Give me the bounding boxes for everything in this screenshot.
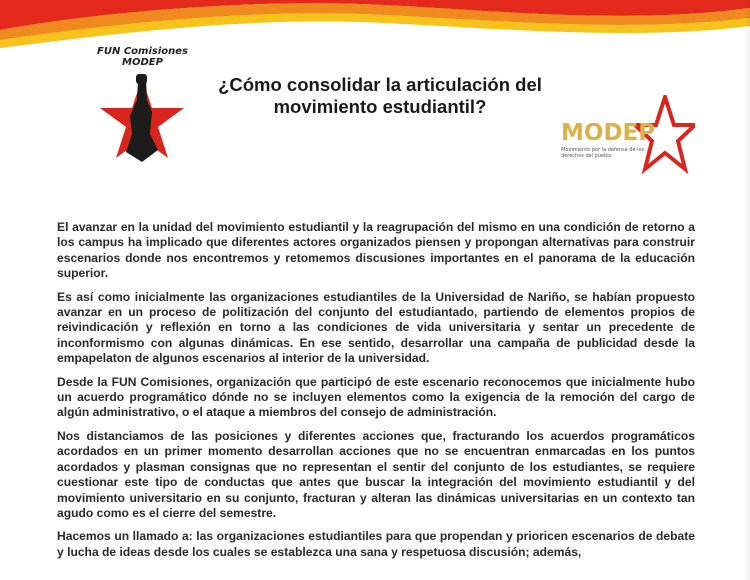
modep-logo-tagline: Movimiento por la defensa de los derechos del pueblo (561, 147, 645, 159)
modep-logo-name: MODEP (561, 120, 656, 146)
paragraph: Nos distanciamos de las posiciones y diferentes acciones que, fracturando los acuerdos programáticos acordados en un primer momento desarrollan acciones que no se encuentran enmarcadas en los puntos acordados y plasman consignas que no representan el sentir del conjunto de los estudiantes, se requiere cuestionar este tipo de conductas que antes que buscar la integración del movimiento estudiantil y del movimiento universitario en su conjunto, fracturan y alteran las dinámicas universitarias en un contexto tan agudo como es el cierre del semestre. (57, 428, 695, 520)
fun-comisiones-logo (95, 44, 190, 174)
modep-logo (555, 95, 695, 175)
paragraph: Desde la FUN Comisiones, organización que participó de este escenario reconocemos que inicialmente hubo un acuerdo programático dónde no se incluyen elementos como la exigencia de la remoción del cargo de algún administrativo, o el ataque a miembros del consejo de administración. (57, 374, 695, 420)
paragraph: El avanzar en la unidad del movimiento estudiantil y la reagrupación del mismo en una condición de retorno a los campus ha implicado que diferentes actores organizados piensen y propongan alternativas para construir escenarios donde nos encontremos y retomemos discusiones importantes en el panorama de la educación superior. (57, 220, 695, 281)
article-body (57, 220, 695, 568)
red-star-fist-icon (100, 72, 185, 167)
page-title: ¿Cómo consolidar la articulación del movimiento estudiantil? (218, 74, 542, 117)
logo-left-subtitle: MODEP (122, 57, 163, 68)
page-edge-shadow (744, 0, 750, 580)
logo-left-title: FUN Comisiones (97, 46, 188, 57)
paragraph: Es así como inicialmente las organizaciones estudiantiles de la Universidad de Nariño, se habían propuesto avanzar en un proceso de politización del conjunto del estudiantado, partiendo de elementos propios de reivindicación y reflexión en torno a las condiciones de vida universitaria y sentar un precedente de inconformismo con algunas dinámicas. En ese sentido, desarrollar una campaña de publicidad desde la empapelaton de algunos escenarios al interior de la universidad. (57, 289, 695, 366)
paragraph: Hacemos un llamado a: las organizaciones estudiantiles para que propendan y prioricen escenarios de debate y lucha de ideas desde los cuales se establezca una sana y respetuosa discusión; además, (57, 529, 695, 559)
